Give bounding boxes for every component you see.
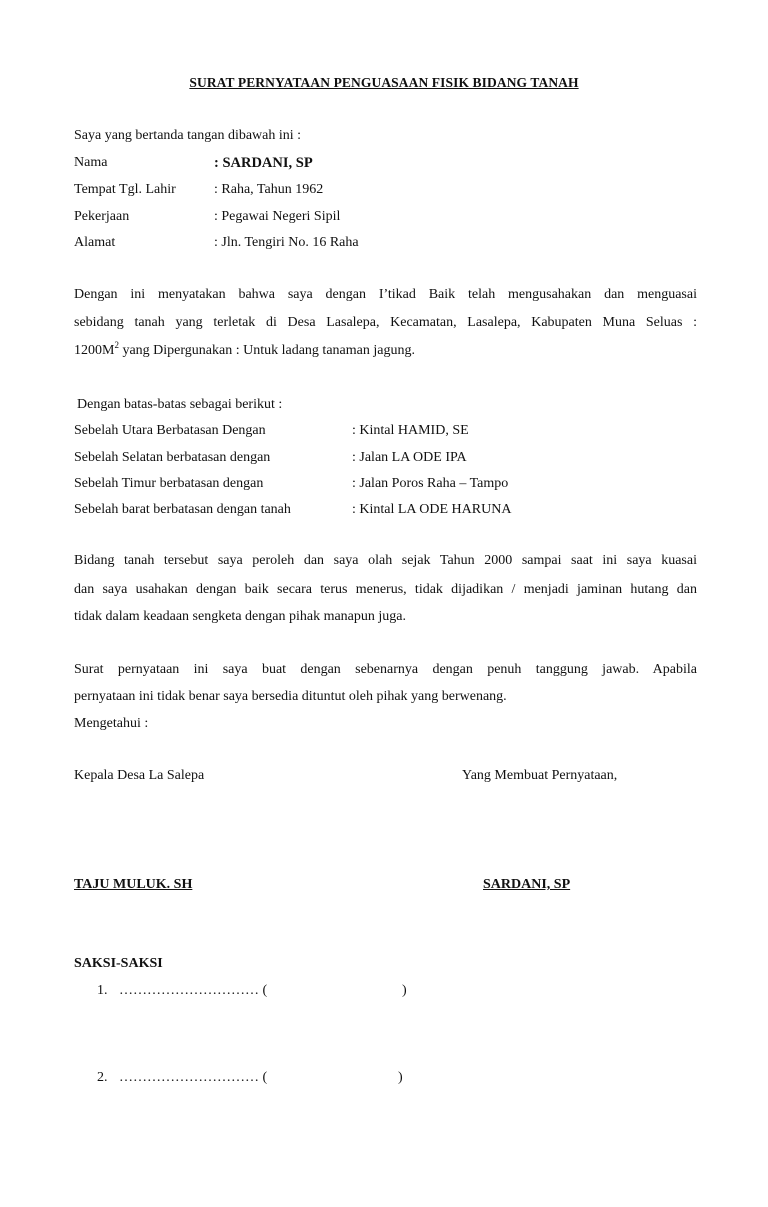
name-value: : SARDANI, SP (214, 155, 313, 171)
witness-2-number: 2. (97, 1070, 108, 1085)
declarant-name: SARDANI, SP (483, 877, 571, 892)
usage-text: yang Dipergunakan : Untuk ladang tanaman jagung. (118, 343, 415, 358)
statement-line-3 (74, 342, 415, 360)
witness-2-close: ) (398, 1070, 403, 1085)
border-east-value: : Jalan Poros Raha – Tampo (352, 476, 509, 491)
border-south-value: : Jalan LA ODE IPA (352, 450, 467, 465)
witness-1-number: 1. (97, 983, 108, 998)
witness-2-dots: ………………………… ( (119, 1070, 268, 1085)
mengetahui-text: Mengetahui : (74, 716, 149, 731)
declarant-title: Yang Membuat Pernyataan, (462, 768, 618, 783)
closing-line-2: pernyataan ini tidak benar saya bersedia dituntut oleh pihak yang berwenang. (74, 689, 507, 704)
occupation-value: : Pegawai Negeri Sipil (214, 209, 341, 224)
border-west-label: Sebelah barat berbatasan dengan tanah (74, 502, 291, 517)
address-label: Alamat (74, 235, 116, 250)
statement-line-2: sebidang tanah yang terletak di Desa Lasalepa, Kecamatan, Lasalepa, Kabupaten Muna Seluas : (74, 315, 697, 330)
closing-line-1: Surat pernyataan ini saya buat dengan sebenarnya dengan penuh tanggung jawab. Apabila (74, 662, 697, 677)
acquisition-line-2: dan saya usahakan dengan baik secara terus menerus, tidak dijadikan / menjadi jaminan hutang dan (74, 582, 697, 597)
statement-line-1: Dengan ini menyatakan bahwa saya dengan I’tikad Baik telah mengusahakan dan menguasai (74, 287, 697, 302)
area-superscript: 2 (114, 340, 119, 350)
birth-value: : Raha, Tahun 1962 (214, 182, 324, 197)
acquisition-line-3: tidak dalam keadaan sengketa dengan pihak manapun juga. (74, 609, 406, 624)
border-east-label: Sebelah Timur berbatasan dengan (74, 476, 264, 491)
address-value: : Jln. Tengiri No. 16 Raha (214, 235, 359, 250)
village-head-name: TAJU MULUK. SH (74, 877, 193, 892)
witness-1-dots: ………………………… ( (119, 983, 268, 998)
acquisition-line-1: Bidang tanah tersebut saya peroleh dan saya olah sejak Tahun 2000 sampai saat ini saya kuasai (74, 553, 697, 568)
witness-1-close: ) (402, 983, 407, 998)
name-label: Nama (74, 155, 108, 170)
document-title: SURAT PERNYATAAN PENGUASAAN FISIK BIDANG TANAH (189, 75, 579, 90)
border-north-label: Sebelah Utara Berbatasan Dengan (74, 423, 266, 438)
intro-text: Saya yang bertanda tangan dibawah ini : (74, 128, 302, 143)
birth-label: Tempat Tgl. Lahir (74, 182, 176, 197)
area-value: 1200M (74, 343, 115, 358)
border-west-value: : Kintal LA ODE HARUNA (352, 502, 512, 517)
witness-heading: SAKSI-SAKSI (74, 956, 163, 971)
border-south-label: Sebelah Selatan berbatasan dengan (74, 450, 271, 465)
occupation-label: Pekerjaan (74, 209, 130, 224)
village-head-title: Kepala Desa La Salepa (74, 768, 205, 783)
border-north-value: : Kintal HAMID, SE (352, 423, 469, 438)
borders-intro: Dengan batas-batas sebagai berikut : (77, 397, 283, 412)
